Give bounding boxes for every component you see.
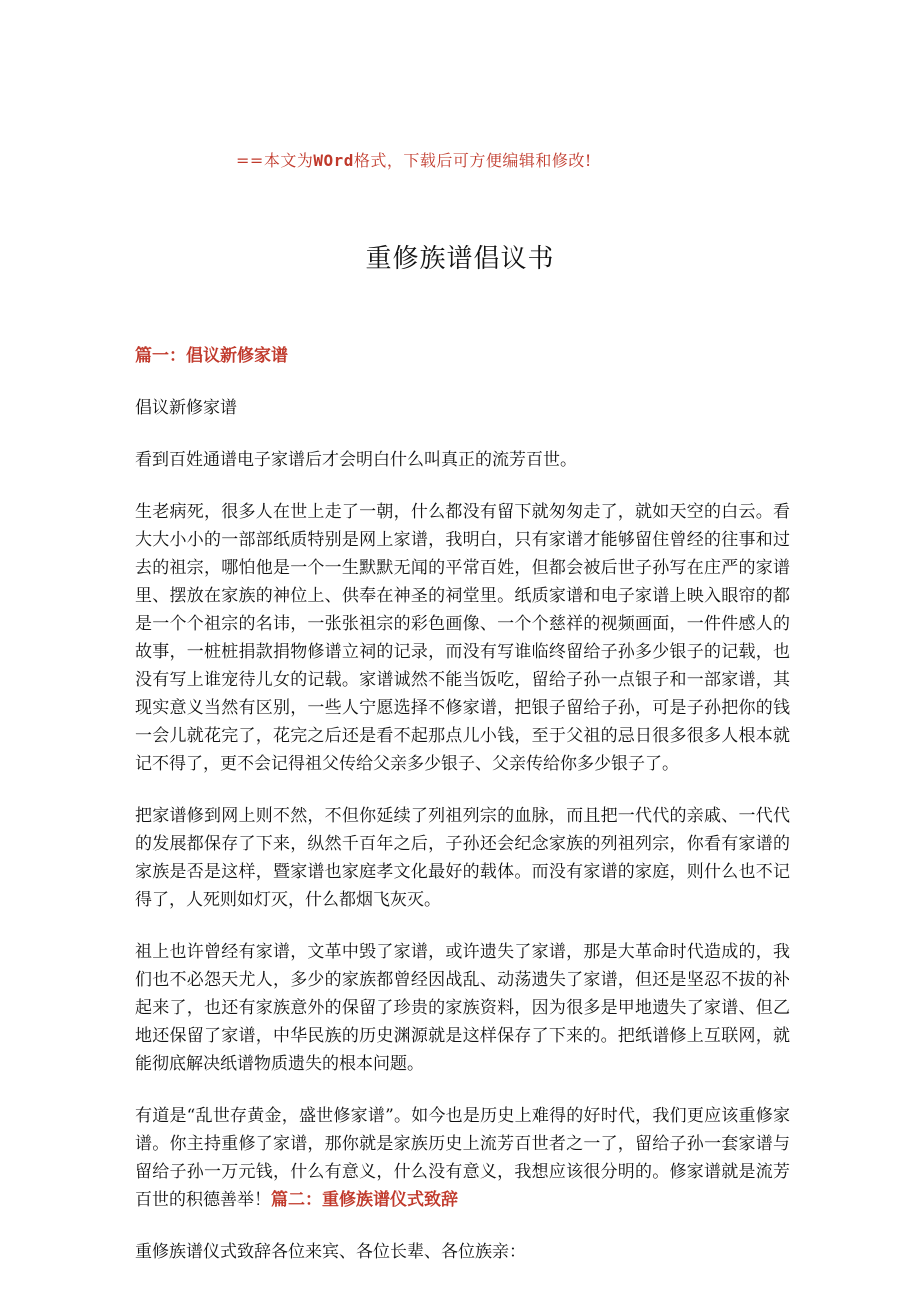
format-notice [236, 148, 592, 171]
intro-paragraph: 看到百姓通谱电子家谱后才会明白什么叫真正的流芳百世。 [135, 450, 577, 470]
paragraph-4-text: 有道是“乱世存黄金，盛世修家谱”。如今也是历史上难得的好时代，我们更应该重修家谱。你主持重修了家谱，那你就是家族历史上流芳百世者之一了，留给子孙一套家谱与留给子孙一万元钱，什么有意义，什么没有意义，我想应该很分明的。修家谱就是流芳百世的积德善举！ [135, 1106, 790, 1210]
section-two-heading: 篇二：重修族谱仪式致辞 [271, 1190, 458, 1210]
section-one-subtitle: 倡议新修家谱 [135, 398, 237, 418]
notice-prefix: ==本文为 [236, 151, 314, 170]
notice-suffix: 格式，下载后可方便编辑和修改! [353, 151, 592, 170]
paragraph-3: 祖上也许曾经有家谱，文革中毁了家谱，或许遗失了家谱，那是大革命时代造成的，我们也不必怨天尤人，多少的家族都曾经因战乱、动荡遗失了家谱，但还是坚忍不拔的补起来了，也还有家族意外的保留了珍贵的家族资料，因为很多是甲地遗失了家谱、但乙地还保留了家谱，中华民族的历史渊源就是这样保存了下来的。把纸谱修上互联网，就能彻底解决纸谱物质遗失的根本问题。 [135, 942, 790, 1074]
paragraph-4 [135, 1102, 790, 1214]
section-one-heading: 篇一：倡议新修家谱 [135, 346, 288, 366]
section-two-paragraph: 重修族谱仪式致辞各位来宾、各位长辈、各位族亲： [135, 1242, 526, 1262]
paragraph-1: 生老病死，很多人在世上走了一朝，什么都没有留下就匆匆走了，就如天空的白云。看大大小小的一部部纸质特别是网上家谱，我明白，只有家谱才能够留住曾经的往事和过去的祖宗，哪怕他是一个一生默默无闻的平常百姓，但都会被后世子孙写在庄严的家谱里、摆放在家族的神位上、供奉在神圣的祠堂里。纸质家谱和电子家谱上映入眼帘的都是一个个祖宗的名讳，一张张祖宗的彩色画像、一个个慈祥的视频画面，一件件感人的故事，一桩桩捐款捐物修谱立祠的记录，而没有写谁临终留给子孙多少银子的记载，也没有写上谁宠待儿女的记载。家谱诚然不能当饭吃，留给子孙一点银子和一部家谱，其现实意义当然有区别，一些人宁愿选择不修家谱，把银子留给子孙，可是子孙把你的钱一会儿就花完了，花完之后还是看不起那点儿小钱，至于父祖的忌日很多很多人根本就记不得了，更不会记得祖父传给父亲多少银子、父亲传给你多少银子了。 [135, 502, 790, 774]
paragraph-2: 把家谱修到网上则不然，不但你延续了列祖列宗的血脉，而且把一代代的亲戚、一代代的发展都保存了下来，纵然千百年之后，子孙还会纪念家族的列祖列宗，你看有家谱的家族是否是这样，暨家谱也家庭孝文化最好的载体。而没有家谱的家庭，则什么也不记得了，人死则如灯灭，什么都烟飞灰灭。 [135, 806, 790, 910]
notice-word: WOrd [313, 151, 354, 170]
document-title: 重修族谱倡议书 [365, 244, 555, 274]
document-body [135, 340, 790, 1290]
